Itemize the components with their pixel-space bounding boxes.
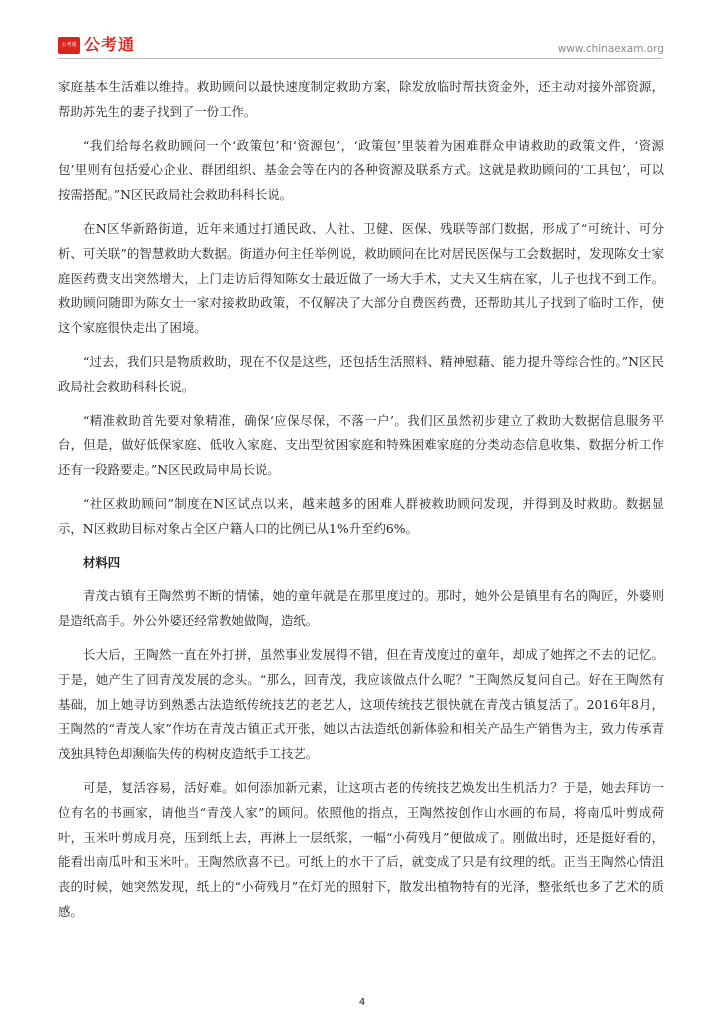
- page-number: 4: [358, 997, 366, 1008]
- paragraph-5: “精准救助首先要对象精准，确保‘应保尽保，不落一户’。我们区虽然初步建立了救助大数据信息服务平台，但是，做好低保家庭、低收入家庭、支出型贫困家庭和特殊困难家庭的分类动态信息收集、数据分析工作还有一段路要走。”N区民政局申局长说。: [58, 412, 664, 478]
- section-title: 材料四: [83, 554, 121, 570]
- section-paragraph-2: 长大后，王陶然一直在外打拼，虽然事业发展得不错，但在青茂度过的童年，却成了她挥之不去的记忆。于是，她产生了回青茂发展的念头。“那么，回青茂，我应该做点什么呢？”王陶然反复问自己。好在王陶然有基础，加上她寻访到熟悉古法造纸传统技艺的老艺人，这项传统技艺很快就在青茂古镇复活了。2016年8月，王陶然的“青茂人家”作坊在青茂古镇正式开张，她以古法造纸创新体验和相关产品生产销售为主，致力传承青茂独具特色却濒临失传的构树皮造纸手工技艺。: [58, 646, 664, 762]
- header-divider: [58, 58, 662, 59]
- paragraph-6: “社区救助顾问”制度在N区试点以来，越来越多的困难人群被救助顾问发现，并得到及时救助。数据显示，N区救助目标对象占全区户籍人口的比例已从1%升至约6%。: [58, 495, 664, 536]
- document-body: [58, 75, 664, 934]
- logo-badge-icon: 公考通: [58, 37, 80, 54]
- paragraph-3: 在N区华新路街道，近年来通过打通民政、人社、卫健、医保、残联等部门数据，形成了“可统计、可分析、可关联”的智慧救助大数据。街道办何主任举例说，救助顾问在比对居民医保与工会数据时，发现陈女士家庭医药费支出突然增大，上门走访后得知陈女士最近做了一场大手术，丈夫又生病在家，儿子也找不到工作。救助顾问随即为陈女士一家对接救助政策，不仅解决了大部分自费医药费，还帮助其儿子找到了临时工作，使这个家庭很快走出了困境。: [58, 220, 664, 336]
- site-url[interactable]: www.chinaexam.org: [557, 43, 664, 55]
- logo-name: 公考通: [84, 35, 136, 54]
- section-paragraph-3: 可是，复活容易，活好难。如何添加新元素，让这项古老的传统技艺焕发出生机活力？于是，她去拜访一位有名的书画家，请他当“青茂人家”的顾问。依照他的指点，王陶然按创作山水画的布局，将南瓜叶剪成荷叶，玉米叶剪成月亮，压到纸上去，再淋上一层纸浆，一幅“小荷残月”便做成了。刚做出时，还是挺好看的，能看出南瓜叶和玉米叶。王陶然欣喜不已。可纸上的水干了后，就变成了只是有纹理的纸。正当王陶然心情沮丧的时候，她突然发现，纸上的“小荷残月”在灯光的照射下，散发出植物特有的光泽，整张纸也多了艺术的质感。: [58, 779, 664, 919]
- section-paragraph-1: 青茂古镇有王陶然剪不断的情愫，她的童年就是在那里度过的。那时，她外公是镇里有名的陶匠，外婆则是造纸高手。外公外婆还经常教她做陶，造纸。: [58, 588, 664, 629]
- paragraph-4: “过去，我们只是物质救助，现在不仅是这些，还包括生活照料、精神慰藉、能力提升等综合性的。”N区民政局社会救助科科长说。: [58, 353, 664, 394]
- paragraph-2: “我们给每名救助顾问一个‘政策包’和‘资源包’，‘政策包’里装着为困难群众申请救助的政策文件，‘资源包’里则有包括爱心企业、群团组织、基金会等在内的各种资源及联系方式。这就是救助顾问的‘工具包’，可以按需搭配。”N区民政局社会救助科科长说。: [58, 137, 664, 203]
- brand-logo[interactable]: [58, 36, 135, 54]
- page-header: [0, 0, 724, 62]
- paragraph-1: 家庭基本生活难以维持。救助顾问以最快速度制定救助方案，除发放临时帮扶资金外，还主动对接外部资源，帮助苏先生的妻子找到了一份工作。: [58, 79, 664, 119]
